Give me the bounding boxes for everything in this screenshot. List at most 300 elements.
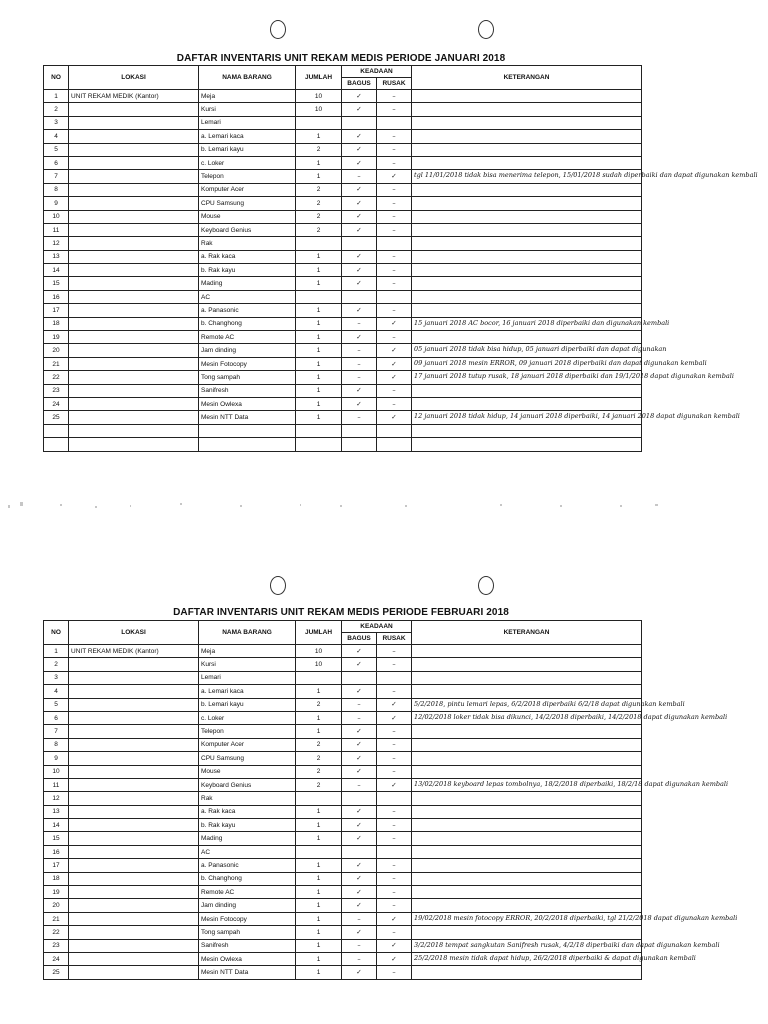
- row-nama-barang: Lemari: [199, 116, 296, 129]
- row-lokasi: UNIT REKAM MEDIK (Kantor): [69, 90, 199, 103]
- row-nama-barang: Kursi: [199, 658, 296, 671]
- row-nama-barang: Mesin Owlexa: [199, 952, 296, 965]
- table-row: [44, 277, 642, 290]
- row-number: 19: [44, 886, 69, 899]
- row-lokasi: [69, 966, 199, 979]
- row-rusak-mark: –: [377, 130, 412, 143]
- row-nama-barang: Mesin Owlexa: [199, 397, 296, 410]
- row-keterangan: [412, 738, 642, 751]
- header-keterangan: KETERANGAN: [412, 66, 642, 90]
- row-jumlah: 1: [296, 725, 342, 738]
- row-keterangan: [412, 156, 642, 169]
- row-rusak-mark: [377, 438, 412, 451]
- row-nama-barang: Komputer Acer: [199, 183, 296, 196]
- row-keterangan: [412, 210, 642, 223]
- row-rusak-mark: –: [377, 143, 412, 156]
- row-jumlah: 1: [296, 952, 342, 965]
- row-keterangan: [412, 130, 642, 143]
- row-nama-barang: Meja: [199, 90, 296, 103]
- row-number: 23: [44, 939, 69, 952]
- row-jumlah: 2: [296, 778, 342, 791]
- row-bagus-mark: [342, 438, 377, 451]
- table-row: [44, 926, 642, 939]
- row-nama-barang: a. Lemari kaca: [199, 130, 296, 143]
- row-number: 21: [44, 357, 69, 370]
- row-keterangan: [412, 832, 642, 845]
- row-jumlah: [296, 845, 342, 858]
- row-nama-barang: [199, 438, 296, 451]
- row-number: 25: [44, 966, 69, 979]
- table-row: [44, 966, 642, 979]
- table-row: [44, 90, 642, 103]
- row-jumlah: 1: [296, 819, 342, 832]
- header-rusak: RUSAK: [377, 633, 412, 645]
- row-rusak-mark: [377, 237, 412, 250]
- row-keterangan: [412, 170, 758, 183]
- row-rusak-mark: ✓: [377, 778, 412, 791]
- row-keterangan: [412, 792, 642, 805]
- handwritten-note: 15 januari 2018 AC bocor, 16 januari 2018 diperbaiki dan digunakan kembali: [414, 318, 670, 327]
- inventory-table-january: [43, 65, 758, 452]
- table-row: [44, 331, 642, 344]
- table-row: [44, 237, 642, 250]
- row-number: 4: [44, 685, 69, 698]
- row-bagus-mark: –: [342, 411, 377, 424]
- row-nama-barang: b. Lemari kayu: [199, 143, 296, 156]
- row-lokasi: [69, 411, 199, 424]
- row-keterangan: [412, 698, 685, 711]
- table-row: [44, 317, 642, 330]
- row-number: 16: [44, 290, 69, 303]
- row-bagus-mark: –: [342, 317, 377, 330]
- table-row: [44, 752, 642, 765]
- row-number: 7: [44, 170, 69, 183]
- row-jumlah: 2: [296, 752, 342, 765]
- table-row: [44, 738, 642, 751]
- table-row: [44, 210, 642, 223]
- row-bagus-mark: –: [342, 912, 377, 925]
- row-bagus-mark: ✓: [342, 331, 377, 344]
- row-jumlah: 1: [296, 832, 342, 845]
- row-rusak-mark: –: [377, 926, 412, 939]
- row-nama-barang: c. Loker: [199, 711, 296, 724]
- handwritten-note: 12 januari 2018 tidak hidup, 14 januari 2018 diperbaiki, 14 januari 2018 dapat digunakan kembali: [414, 412, 740, 421]
- row-rusak-mark: ✓: [377, 317, 412, 330]
- row-number: 20: [44, 344, 69, 357]
- row-jumlah: [296, 237, 342, 250]
- handwritten-note: 05 januari 2018 tidak bisa hidup, 05 januari diperbaiki dan dapat digunakan: [414, 345, 667, 354]
- header-keterangan: KETERANGAN: [412, 621, 642, 645]
- table-row: [44, 872, 642, 885]
- table-row: [44, 264, 642, 277]
- row-lokasi: [69, 859, 199, 872]
- row-bagus-mark: ✓: [342, 685, 377, 698]
- row-keterangan: [412, 872, 642, 885]
- row-jumlah: [296, 792, 342, 805]
- row-bagus-mark: ✓: [342, 384, 377, 397]
- row-keterangan: [412, 357, 707, 370]
- row-bagus-mark: –: [342, 952, 377, 965]
- row-lokasi: [69, 116, 199, 129]
- table-row: [44, 698, 642, 711]
- row-number: 17: [44, 859, 69, 872]
- row-number: 22: [44, 926, 69, 939]
- row-jumlah: 1: [296, 304, 342, 317]
- header-no: NO: [44, 66, 69, 90]
- handwritten-note: tgl 11/01/2018 tidak bisa menerima telepon, 15/01/2018 sudah diperbaiki dan dapat digunakan kembali: [414, 171, 758, 180]
- handwritten-note: 3/2/2018 tempat sangkutan Sanifresh rusak, 4/2/18 diperbaiki dan dapat digunakan kembali: [414, 940, 720, 949]
- row-jumlah: 1: [296, 966, 342, 979]
- row-bagus-mark: ✓: [342, 926, 377, 939]
- row-bagus-mark: ✓: [342, 90, 377, 103]
- row-number: 23: [44, 384, 69, 397]
- row-number: 12: [44, 792, 69, 805]
- row-nama-barang: [199, 424, 296, 437]
- row-keterangan: [412, 250, 642, 263]
- row-nama-barang: a. Rak kaca: [199, 805, 296, 818]
- scan-noise: [0, 493, 768, 523]
- row-bagus-mark: ✓: [342, 738, 377, 751]
- row-lokasi: [69, 143, 199, 156]
- row-bagus-mark: ✓: [342, 183, 377, 196]
- row-keterangan: [412, 805, 642, 818]
- table-row: [44, 819, 642, 832]
- row-lokasi: [69, 210, 199, 223]
- row-jumlah: 1: [296, 277, 342, 290]
- table-row: [44, 304, 642, 317]
- row-lokasi: [69, 103, 199, 116]
- row-keterangan: [412, 397, 642, 410]
- row-keterangan: [412, 912, 738, 925]
- row-rusak-mark: –: [377, 872, 412, 885]
- row-bagus-mark: ✓: [342, 966, 377, 979]
- table-body-february: [44, 645, 738, 980]
- row-jumlah: 10: [296, 645, 342, 658]
- table-row: [44, 143, 642, 156]
- row-rusak-mark: –: [377, 966, 412, 979]
- page-title-january: DAFTAR INVENTARIS UNIT REKAM MEDIS PERIODE JANUARI 2018: [176, 53, 506, 64]
- row-keterangan: [412, 886, 642, 899]
- row-jumlah: 1: [296, 926, 342, 939]
- row-rusak-mark: –: [377, 250, 412, 263]
- row-bagus-mark: [342, 792, 377, 805]
- row-lokasi: [69, 711, 199, 724]
- row-keterangan: [412, 411, 740, 424]
- row-lokasi: [69, 819, 199, 832]
- handwritten-note: 19/02/2018 mesin fotocopy ERROR, 20/2/2018 diperbaiki, tgl 21/2/2018 dapat digunakan kembali: [414, 913, 738, 922]
- row-jumlah: 1: [296, 872, 342, 885]
- row-lokasi: [69, 939, 199, 952]
- row-nama-barang: a. Panasonic: [199, 304, 296, 317]
- row-nama-barang: Lemari: [199, 671, 296, 684]
- handwritten-note: 17 januari 2018 tutup rusak, 18 januari 2018 diperbaiki dan 19/1/2018 dapat digunakan kembali: [414, 372, 734, 381]
- table-row: [44, 170, 642, 183]
- row-jumlah: 1: [296, 170, 342, 183]
- table-row: [44, 197, 642, 210]
- row-lokasi: [69, 912, 199, 925]
- row-nama-barang: Mouse: [199, 210, 296, 223]
- row-nama-barang: Mesin Fotocopy: [199, 357, 296, 370]
- row-keterangan: [412, 859, 642, 872]
- row-rusak-mark: –: [377, 264, 412, 277]
- page-title-february: DAFTAR INVENTARIS UNIT REKAM MEDIS PERIODE FEBRUARI 2018: [173, 607, 509, 618]
- handwritten-note: 13/02/2018 keyboard lepas tombolnya, 18/2/2018 diperbaiki, 18/2/18 dapat digunakan kembali: [414, 779, 729, 788]
- row-rusak-mark: ✓: [377, 698, 412, 711]
- row-keterangan: [412, 671, 642, 684]
- row-jumlah: 1: [296, 912, 342, 925]
- row-bagus-mark: ✓: [342, 197, 377, 210]
- row-nama-barang: AC: [199, 845, 296, 858]
- row-keterangan: [412, 926, 642, 939]
- row-lokasi: [69, 223, 199, 236]
- handwritten-note: 09 januari 2018 mesin ERROR, 09 januari 2018 diperbaiki dan dapat digunakan kembali: [414, 358, 707, 367]
- row-rusak-mark: –: [377, 859, 412, 872]
- row-keterangan: [412, 819, 642, 832]
- table-row: [44, 424, 642, 437]
- row-jumlah: [296, 424, 342, 437]
- row-bagus-mark: ✓: [342, 210, 377, 223]
- row-lokasi: [69, 671, 199, 684]
- row-rusak-mark: –: [377, 210, 412, 223]
- table-row: [44, 344, 642, 357]
- row-lokasi: [69, 658, 199, 671]
- row-lokasi: [69, 304, 199, 317]
- row-keterangan: [412, 290, 642, 303]
- row-rusak-mark: –: [377, 103, 412, 116]
- table-row: [44, 899, 642, 912]
- row-jumlah: 1: [296, 805, 342, 818]
- row-rusak-mark: –: [377, 183, 412, 196]
- table-row: [44, 438, 642, 451]
- row-rusak-mark: ✓: [377, 912, 412, 925]
- row-jumlah: 1: [296, 384, 342, 397]
- row-keterangan: [412, 116, 642, 129]
- row-number: 24: [44, 397, 69, 410]
- row-jumlah: 1: [296, 899, 342, 912]
- row-jumlah: 1: [296, 711, 342, 724]
- row-rusak-mark: ✓: [377, 939, 412, 952]
- row-keterangan: [412, 899, 642, 912]
- row-lokasi: [69, 738, 199, 751]
- row-nama-barang: Telepon: [199, 170, 296, 183]
- row-number: 13: [44, 805, 69, 818]
- header-nama-barang: NAMA BARANG: [199, 66, 296, 90]
- row-jumlah: 2: [296, 698, 342, 711]
- row-jumlah: [296, 116, 342, 129]
- row-keterangan: [412, 384, 642, 397]
- row-number: 15: [44, 832, 69, 845]
- row-keterangan: [412, 765, 642, 778]
- row-number: 25: [44, 411, 69, 424]
- row-keterangan: [412, 645, 642, 658]
- row-nama-barang: CPU Samsung: [199, 752, 296, 765]
- row-keterangan: [412, 143, 642, 156]
- row-bagus-mark: ✓: [342, 886, 377, 899]
- header-keadaan: KEADAAN: [342, 66, 412, 78]
- table-row: [44, 250, 642, 263]
- row-lokasi: [69, 130, 199, 143]
- row-number: 4: [44, 130, 69, 143]
- row-nama-barang: b. Rak kayu: [199, 819, 296, 832]
- row-number: 14: [44, 264, 69, 277]
- header-nama-barang: NAMA BARANG: [199, 621, 296, 645]
- row-nama-barang: Sanifresh: [199, 939, 296, 952]
- row-keterangan: [412, 277, 642, 290]
- row-nama-barang: a. Lemari kaca: [199, 685, 296, 698]
- row-rusak-mark: –: [377, 752, 412, 765]
- row-jumlah: 1: [296, 264, 342, 277]
- row-jumlah: 1: [296, 357, 342, 370]
- row-nama-barang: Telepon: [199, 725, 296, 738]
- row-rusak-mark: –: [377, 197, 412, 210]
- row-keterangan: [412, 103, 642, 116]
- inventory-table-february: [43, 620, 738, 980]
- row-bagus-mark: [342, 424, 377, 437]
- row-number: 6: [44, 711, 69, 724]
- row-bagus-mark: [342, 290, 377, 303]
- table-row: [44, 411, 642, 424]
- table-row: [44, 685, 642, 698]
- row-jumlah: 10: [296, 90, 342, 103]
- row-nama-barang: c. Loker: [199, 156, 296, 169]
- row-lokasi: [69, 792, 199, 805]
- row-bagus-mark: ✓: [342, 304, 377, 317]
- table-row: [44, 845, 642, 858]
- row-lokasi: [69, 250, 199, 263]
- header-bagus: BAGUS: [342, 633, 377, 645]
- row-nama-barang: b. Rak kayu: [199, 264, 296, 277]
- row-lokasi: [69, 805, 199, 818]
- row-jumlah: 2: [296, 143, 342, 156]
- table-row: [44, 952, 642, 965]
- table-row: [44, 711, 642, 724]
- row-nama-barang: Mading: [199, 277, 296, 290]
- row-number: 3: [44, 116, 69, 129]
- row-number: 5: [44, 143, 69, 156]
- row-number: 8: [44, 183, 69, 196]
- row-jumlah: 1: [296, 939, 342, 952]
- row-lokasi: [69, 685, 199, 698]
- table-row: [44, 223, 642, 236]
- row-jumlah: [296, 290, 342, 303]
- row-lokasi: [69, 424, 199, 437]
- row-rusak-mark: [377, 671, 412, 684]
- row-number: 1: [44, 645, 69, 658]
- row-number: 16: [44, 845, 69, 858]
- row-keterangan: [412, 344, 667, 357]
- row-lokasi: [69, 197, 199, 210]
- row-keterangan: [412, 223, 642, 236]
- row-bagus-mark: [342, 116, 377, 129]
- header-rusak: RUSAK: [377, 78, 412, 90]
- row-lokasi: [69, 357, 199, 370]
- row-keterangan: [412, 845, 642, 858]
- row-jumlah: [296, 671, 342, 684]
- row-jumlah: 2: [296, 197, 342, 210]
- row-number: 6: [44, 156, 69, 169]
- row-keterangan: [412, 685, 642, 698]
- row-number: 1: [44, 90, 69, 103]
- row-bagus-mark: [342, 237, 377, 250]
- header-lokasi: LOKASI: [69, 621, 199, 645]
- row-rusak-mark: [377, 845, 412, 858]
- table-row: [44, 130, 642, 143]
- row-bagus-mark: ✓: [342, 103, 377, 116]
- row-jumlah: 2: [296, 183, 342, 196]
- row-rusak-mark: ✓: [377, 711, 412, 724]
- row-number: 18: [44, 317, 69, 330]
- row-lokasi: [69, 725, 199, 738]
- row-rusak-mark: –: [377, 805, 412, 818]
- row-number: 11: [44, 223, 69, 236]
- row-bagus-mark: ✓: [342, 859, 377, 872]
- row-nama-barang: b. Changhong: [199, 317, 296, 330]
- row-keterangan: [412, 438, 642, 451]
- punch-hole-right-2: [478, 576, 494, 595]
- row-number: 19: [44, 331, 69, 344]
- row-lokasi: [69, 886, 199, 899]
- row-bagus-mark: ✓: [342, 819, 377, 832]
- row-number: 21: [44, 912, 69, 925]
- row-nama-barang: Keyboard Genius: [199, 223, 296, 236]
- table-row: [44, 778, 642, 791]
- punch-hole-left: [270, 20, 286, 39]
- row-rusak-mark: –: [377, 397, 412, 410]
- row-keterangan: [412, 658, 642, 671]
- row-number: 2: [44, 103, 69, 116]
- row-lokasi: [69, 317, 199, 330]
- row-number: 18: [44, 872, 69, 885]
- row-lokasi: [69, 290, 199, 303]
- row-keterangan: [412, 711, 728, 724]
- row-rusak-mark: –: [377, 277, 412, 290]
- row-rusak-mark: [377, 116, 412, 129]
- row-jumlah: 2: [296, 223, 342, 236]
- row-bagus-mark: ✓: [342, 156, 377, 169]
- row-bagus-mark: ✓: [342, 872, 377, 885]
- handwritten-note: 25/2/2018 mesin tidak dapat hidup, 26/2/2018 diperbaiki & dapat digunakan kembali: [414, 953, 696, 962]
- row-nama-barang: Sanifresh: [199, 384, 296, 397]
- table-row: [44, 290, 642, 303]
- row-nama-barang: Mading: [199, 832, 296, 845]
- row-lokasi: [69, 331, 199, 344]
- row-number: 3: [44, 671, 69, 684]
- row-jumlah: [296, 438, 342, 451]
- row-keterangan: [412, 952, 696, 965]
- row-keterangan: [412, 183, 642, 196]
- row-bagus-mark: ✓: [342, 765, 377, 778]
- table-row: [44, 939, 642, 952]
- row-nama-barang: Remote AC: [199, 331, 296, 344]
- row-number: 17: [44, 304, 69, 317]
- row-number: 20: [44, 899, 69, 912]
- row-lokasi: [69, 183, 199, 196]
- table-row: [44, 658, 642, 671]
- table-row: [44, 886, 642, 899]
- row-bagus-mark: –: [342, 711, 377, 724]
- row-keterangan: [412, 752, 642, 765]
- row-rusak-mark: –: [377, 738, 412, 751]
- row-jumlah: 1: [296, 344, 342, 357]
- row-jumlah: 1: [296, 156, 342, 169]
- row-rusak-mark: –: [377, 886, 412, 899]
- handwritten-note: 12/02/2018 loker tidak bisa dikunci, 14/2/2018 diperbaiki, 14/2/2018 dapat digunakan kembali: [414, 712, 728, 721]
- row-bagus-mark: ✓: [342, 277, 377, 290]
- row-number: 10: [44, 765, 69, 778]
- row-bagus-mark: –: [342, 344, 377, 357]
- table-row: [44, 645, 642, 658]
- row-lokasi: [69, 872, 199, 885]
